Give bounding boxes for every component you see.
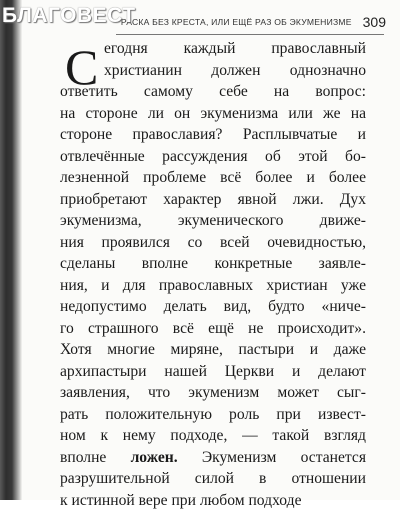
text-line: ном к нему подходе, — такой взгляд — [60, 425, 366, 447]
text-line: недопустимо делать вид, будто «ниче- — [60, 296, 366, 318]
text-line: отвлечённые рассуждения об этой бо- — [60, 146, 366, 168]
text-line: ния, и для православных христиан уже — [60, 275, 366, 297]
text-line: на стороне ли он экуменизма или же на — [60, 103, 366, 125]
running-header — [150, 12, 386, 32]
text-line: христианин должен однозначно — [60, 60, 366, 82]
text-line: сделаны вполне конкретные заявле- — [60, 253, 366, 275]
text-line: го страшного всё ещё не происходит». — [60, 318, 366, 340]
body-text — [60, 38, 366, 511]
text-line: экуменизма, экуменического движе- — [60, 210, 366, 232]
text-line: ответить самому себе на вопрос: — [60, 81, 366, 103]
bold-word: ложен. — [131, 449, 178, 466]
text-line: архипастыри нашей Церкви и делают — [60, 361, 366, 383]
text-line: лезненной проблеме всё более и более — [60, 167, 366, 189]
text-line: Хотя многие миряне, пастыри и даже — [60, 339, 366, 361]
text-fragment: Экуменизм останется — [178, 449, 366, 466]
text-line: разрушительной силой в отношении — [60, 468, 366, 490]
header-rule — [116, 34, 384, 35]
text-line: к истинной вере при любом подходе — [60, 490, 366, 511]
drop-cap: С — [65, 44, 98, 90]
text-line: егодня каждый православный — [60, 38, 366, 60]
running-title: РАСКА БЕЗ КРЕСТА, ИЛИ ЕЩЁ РАЗ ОБ ЭКУМЕНИЗМЕ — [121, 17, 352, 27]
text-line: приобретают характер явной лжи. Дух — [60, 189, 366, 211]
watermark-logo: БЛАГОВЕСТ — [2, 4, 136, 28]
text-fragment: вполне — [60, 449, 131, 466]
text-line: ния проявился со всей очевидностью, — [60, 232, 366, 254]
text-line: рать положительную роль при извест- — [60, 404, 366, 426]
text-line — [60, 447, 366, 469]
diamond-ornament-icon — [356, 20, 360, 24]
page-number: 309 — [363, 14, 386, 30]
text-line: заявления, что экуменизм может сыг- — [60, 382, 366, 404]
text-line: стороне православия? Расплывчатые и — [60, 124, 366, 146]
